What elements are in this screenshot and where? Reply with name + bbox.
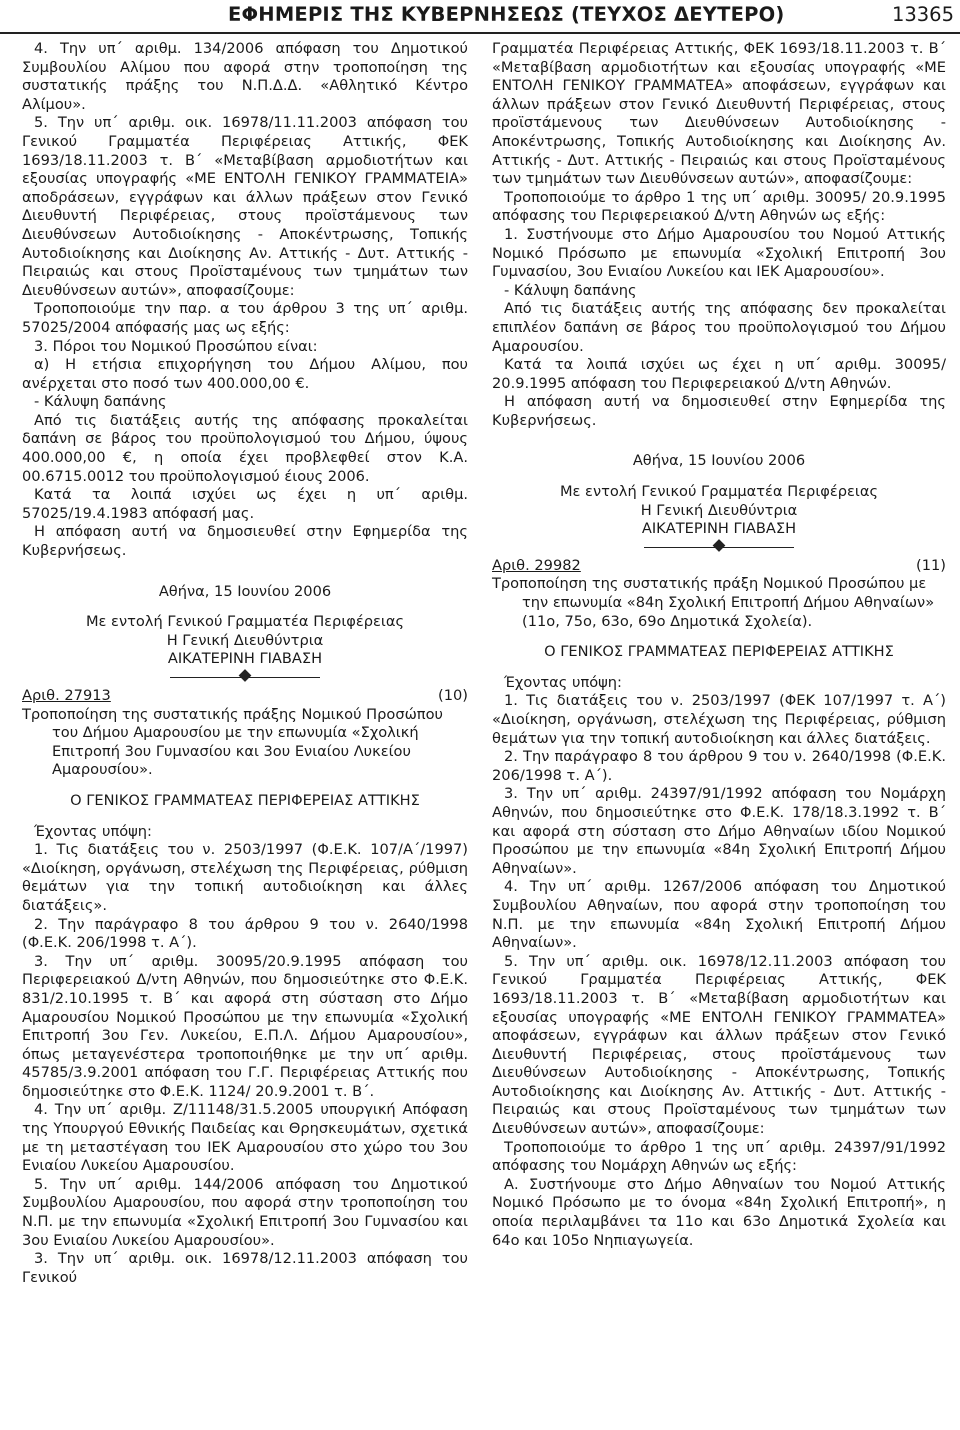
signature-line: Με εντολή Γενικού Γραμματέα Περιφέρειας	[559, 483, 879, 501]
separator-ornament	[644, 539, 794, 557]
signature-name: ΑΙΚΑΤΕΡΙΝΗ ΓΙΑΒΑΣΗ	[641, 520, 797, 538]
paragraph: Α. Συστήνουμε στο Δήμο Αθηναίων του Νομού Αττικής Νομικό Πρόσωπο με το όνομα «84η Σχολική Επιτροπή», η οποία περιλαμβάνει τα 11ο και 63ο Δημοτικά Σχολεία και 64ο και 105ο Νηπιαγωγεία.	[492, 1175, 946, 1249]
signature-date: Αθήνα, 15 Ιουνίου 2006	[632, 452, 806, 470]
paragraph: 1. Τις διατάξεις του ν. 2503/1997 (ΦΕΚ 107/1997 τ. Α΄) «Διοίκηση, οργάνωση, στελέχωση της Περιφέρειας, ρύθμιση θεμάτων για την τοπική αυτοδιοίκηση και άλλες διατάξεις.	[492, 692, 946, 747]
issuing-authority: Ο ΓΕΝΙΚΟΣ ΓΡΑΜΜΑΤΕΑΣ ΠΕΡΙΦΕΡΕΙΑΣ ΑΤΤΙΚΗΣ	[544, 643, 894, 661]
page-number: 13365	[891, 3, 954, 26]
paragraph: Γραμματέα Περιφέρειας Αττικής, ΦΕΚ 1693/18.11.2003 τ. Β΄ «Μεταβίβαση αρμοδιοτήτων και εξουσίας υπογραφής «ΜΕ ΕΝΤΟΛΗ ΓΕΝΙΚΟΥ ΓΡΑΜΜΑΤΕΑ» αποφάσεων, εγγράφων και άλλων πράξεων στον Γενικό Διευθυντή Περιφέρειας, στους προϊστάμενους των Διευθύνσεων Αυτοδιοίκησης - Αποκέντρωσης, Τοπικής Αυτοδιοίκησης και Διοίκησης Αν. Αττικής - Δυτ. Αττικής - Πειραιώς και στους Προϊσταμένους των τμημάτων των Διευθύνσεων αυτών», αποφασίζουμε:	[492, 40, 946, 188]
decision-number: Αριθ. 29982	[492, 556, 581, 574]
signature-line: Με εντολή Γενικού Γραμματέα Περιφέρειας	[85, 613, 405, 631]
paragraph: Από τις διατάξεις αυτής της απόφασης δεν προκαλείται επιπλέον δαπάνη σε βάρος του προϋπολογισμού του Δήμου Αμαρουσίου.	[492, 300, 946, 355]
signature-line: Η Γενική Διευθύντρια	[640, 501, 798, 519]
signature-name: ΑΙΚΑΤΕΡΙΝΗ ΓΙΑΒΑΣΗ	[167, 650, 323, 668]
decision-header	[22, 687, 468, 706]
paragraph: 1. Τις διατάξεις του ν. 2503/1997 (Φ.Ε.Κ. 107/Α΄/1997) «Διοίκηση, οργάνωση, στελέχωση της Περιφέρειας, ρύθμιση θεμάτων για την τοπική αυτοδιοίκηση και άλλες διατάξεις».	[22, 841, 468, 914]
paragraph: 4. Την υπ΄ αριθμ. 134/2006 απόφαση του Δημοτικού Συμβουλίου Αλίμου που αφορά στην τροποποίηση της συστατικής πράξης του Ν.Π.Δ.Δ. «Αθλητικό Κέντρο Αλίμου».	[22, 40, 468, 113]
left-column	[22, 40, 468, 1287]
decision-number: Αριθ. 27913	[22, 687, 111, 704]
decision-sequence: (10)	[438, 687, 468, 704]
paragraph: Τροποποιούμε την παρ. α του άρθρου 3 της υπ΄ αριθμ. 57025/2004 απόφασής μας ως εξής:	[22, 300, 468, 336]
paragraph: - Κάλυψη δαπάνης	[34, 393, 167, 411]
paragraph: 2. Την παράγραφο 8 του άρθρου 9 του ν. 2640/1998 (Φ.Ε.Κ. 206/1998 τ. Α΄).	[492, 748, 946, 784]
separator-ornament	[170, 669, 320, 687]
paragraph: Από τις διατάξεις αυτής της απόφασης προκαλείται δαπάνη σε βάρος του προϋπολογισμού του Δήμου, ύψους 400.000,00 €, η οποία έχει προβλεφθεί στον Κ.Α. 00.6715.0012 του προϋπολογισμού έιους 2006.	[22, 411, 468, 485]
decision-title: Τροποποίηση της συστατικής πράξης Νομικού Προσώπου του Δήμου Αμαρουσίου με την επωνυμία «Σχολική Επιτροπή 3ου Γυμνασίου και 3ου Ενιαίου Λυκείου Αμαρουσίου».	[22, 705, 443, 779]
header-rule	[0, 32, 960, 34]
paragraph: 5. Την υπ΄ αριθμ. 144/2006 απόφαση του Δημοτικού Συμβουλίου Αμαρουσίου, που αφορά στην τροποποίηση του Ν.Π. με την επωνυμία «Σχολική Επιτροπή 3ου Γυμνασίου και 3ου Ενιαίου Λυκείου Αμαρουσίου».	[22, 1175, 468, 1249]
paragraph: 5. Την υπ΄ αριθμ. οικ. 16978/11.11.2003 απόφαση του Γενικού Γραμματέα Περιφέρειας Αττικής, ΦΕΚ 1693/18.11.2003 τ. Β΄ «Μεταβίβαση αρμοδιοτήτων και εξουσίας υπογραφής «ΜΕ ΕΝΤΟΛΗ ΓΕΝΙΚΟΥ ΓΡΑΜΜΑΤΕΙΑ» αποδράσεων, εγγράφων και άλλων πράξεων στον Γενικό Διευθυντή Περιφέρειας, στους προϊστάμενους των Διευθύνσεων Αυτοδιοίκησης - Αποκέντρωσης, Τοπικής Αυτοδιοίκησης και Διοίκησης Αν. Αττικής - Δυτ. Αττικής - Πειραιώς και στους Προϊσταμένους των τμημάτων των Διευθύνσεων αυτών», αποφασίζουμε:	[22, 114, 468, 299]
decision-sequence: (11)	[916, 556, 946, 574]
signature-date: Αθήνα, 15 Ιουνίου 2006	[158, 582, 332, 600]
signature-line: Η Γενική Διευθύντρια	[166, 631, 324, 649]
decision-title: Τροποποίηση της συστατικής πράξη Νομικού Προσώπου με την επωνυμία «84η Σχολική Επιτροπή Δήμου Αθηναίων» (11ο, 75ο, 63ο, 69ο Δημοτικά Σχολεία).	[492, 575, 935, 630]
paragraph: Τροποποιούμε το άρθρο 1 της υπ΄ αριθμ. 24397/91/1992 απόφασης του Νομάρχη Αθηνών ως εξής:	[492, 1138, 946, 1175]
paragraph: 3. Την υπ΄ αριθμ. οικ. 16978/12.11.2003 απόφαση του Γενικού	[22, 1250, 468, 1286]
paragraph: 2. Την παράγραφο 8 του άρθρου 9 του ν. 2640/1998 (Φ.Ε.Κ. 206/1998 τ. Α΄).	[22, 915, 468, 952]
considering-label: Έχοντας υπόψη:	[34, 822, 152, 840]
paragraph: 1. Συστήνουμε στο Δήμο Αμαρουσίου του Νομού Αττικής Νομικό Πρόσωπο με επωνυμία «Σχολική Επιτροπή 3ου Γυμνασίου, 3ου Ενιαίου Λυκείου και ΙΕΚ Αμαρουσίου».	[492, 225, 946, 281]
gazette-title: ΕΦΗΜΕΡΙΣ ΤΗΣ ΚΥΒΕΡΝΗΣΕΩΣ (ΤΕΥΧΟΣ ΔΕΥΤΕΡΟ)	[228, 3, 785, 26]
issuing-authority: Ο ΓΕΝΙΚΟΣ ΓΡΑΜΜΑΤΕΑΣ ΠΕΡΙΦΕΡΕΙΑΣ ΑΤΤΙΚΗΣ	[70, 791, 420, 809]
paragraph: 4. Την υπ΄ αριθμ. 1267/2006 απόφαση του Δημοτικού Συμβουλίου Αθηναίων, που αφορά στην τροποποίηση του Ν.Π. με την επωνυμία «84η Σχολική Επιτροπή Δήμου Αθηναίων».	[492, 878, 946, 952]
paragraph: Κατά τα λοιπά ισχύει ως έχει η υπ΄ αριθμ. 57025/19.4.1983 απόφασή μας.	[22, 486, 468, 522]
paragraph: 3. Πόροι του Νομικού Προσώπου είναι:	[34, 337, 318, 355]
paragraph: 3. Την υπ΄ αριθμ. 30095/20.9.1995 απόφαση του Περιφερειακού Δ/ντη Αθηνών, που δημοσιεύτηκε στο Φ.Ε.Κ. 831/2.10.1995 τ. Β΄ και αφορά στη σύσταση στο Δήμο Αμαρουσίου Νομικού Προσώπου με την επωνυμία «Σχολική Επιτροπή 3ου Γεν. Λυκείου, Ε.Π.Λ. Δήμου Αμαρουσίου», όπως μεταγενέστερα τροποποιήθηκε με την υπ΄ αριθμ. 45785/3.9.2001 απόφαση του Γ.Γ. Περιφέρειας Αττικής που δημοσιεύτηκε στο Φ.Ε.Κ. 1124/ 20.9.2001 τ. Β΄.	[22, 952, 468, 1100]
paragraph: Η απόφαση αυτή να δημοσιευθεί στην Εφημερίδα της Κυβερνήσεως.	[22, 523, 468, 560]
paragraph: α) Η ετήσια επιχορήγηση του Δήμου Αλίμου, που ανέρχεται στο ποσό των 400.000,00 €.	[22, 356, 468, 392]
considering-label: Έχοντας υπόψη:	[504, 673, 622, 691]
paragraph: 3. Την υπ΄ αριθμ. 24397/91/1992 απόφαση του Νομάρχη Αθηνών, που δημοσιεύτηκε στο Φ.Ε.Κ. 178/18.3.1992 τ. Β΄ και αφορά στη σύσταση στο Δήμο Αθηναίων ιδίου Νομικού Προσώπου με την επωνυμία «84η Σχολική Επιτροπή Δήμου Αθηναίων».	[492, 785, 946, 877]
decision-header	[492, 557, 946, 576]
paragraph: 5. Την υπ΄ αριθμ. οικ. 16978/12.11.2003 απόφαση του Γενικού Γραμματέα Περιφέρειας Αττικής, ΦΕΚ 1693/18.11.2003 τ. Β΄ «Μεταβίβαση αρμοδιοτήτων και εξουσίας υπογραφής «ΜΕ ΕΝΤΟΛΗ ΓΕΝΙΚΟΥ ΓΡΑΜΜΑΤΕΑ» αποφάσεων, εγγράφων και άλλων πράξεων στον Γενικό Διευθυντή Περιφέρειας, στους προϊστάμενους των Διευθύνσεων Αυτοδιοίκησης - Αποκέντρωσης, Τοπικής Αυτοδιοίκησης και Διοίκησης Αν. Αττικής - Δυτ. Αττικής - Πειραιώς και στους Προϊσταμένους των τμημάτων των Διευθύνσεων αυτών», αποφασίζουμε:	[492, 952, 946, 1138]
paragraph: 4. Την υπ΄ αριθμ. Ζ/11148/31.5.2005 υπουργική Απόφαση της Υπουργού Εθνικής Παιδείας και Θρησκευμάτων, σχετικά με τη μεταστέγαση του ΙΕΚ Αμαρουσίου στο χώρο του 3ου Ενιαίου Λυκείου Αμαρουσίου.	[22, 1101, 468, 1175]
paragraph: Η απόφαση αυτή να δημοσιευθεί στην Εφημερίδα της Κυβερνήσεως.	[492, 393, 946, 429]
page-header	[0, 0, 960, 34]
paragraph: Τροποποιούμε το άρθρο 1 της υπ΄ αριθμ. 30095/ 20.9.1995 απόφασης του Περιφερειακού Δ/ντη Αθηνών ως εξής:	[492, 188, 946, 225]
right-column	[492, 40, 946, 1250]
paragraph: Κατά τα λοιπά ισχύει ως έχει η υπ΄ αριθμ. 30095/ 20.9.1995 απόφαση του Περιφερειακού Δ/ντη Αθηνών.	[492, 356, 946, 392]
paragraph: - Κάλυψη δαπάνης	[504, 281, 637, 299]
